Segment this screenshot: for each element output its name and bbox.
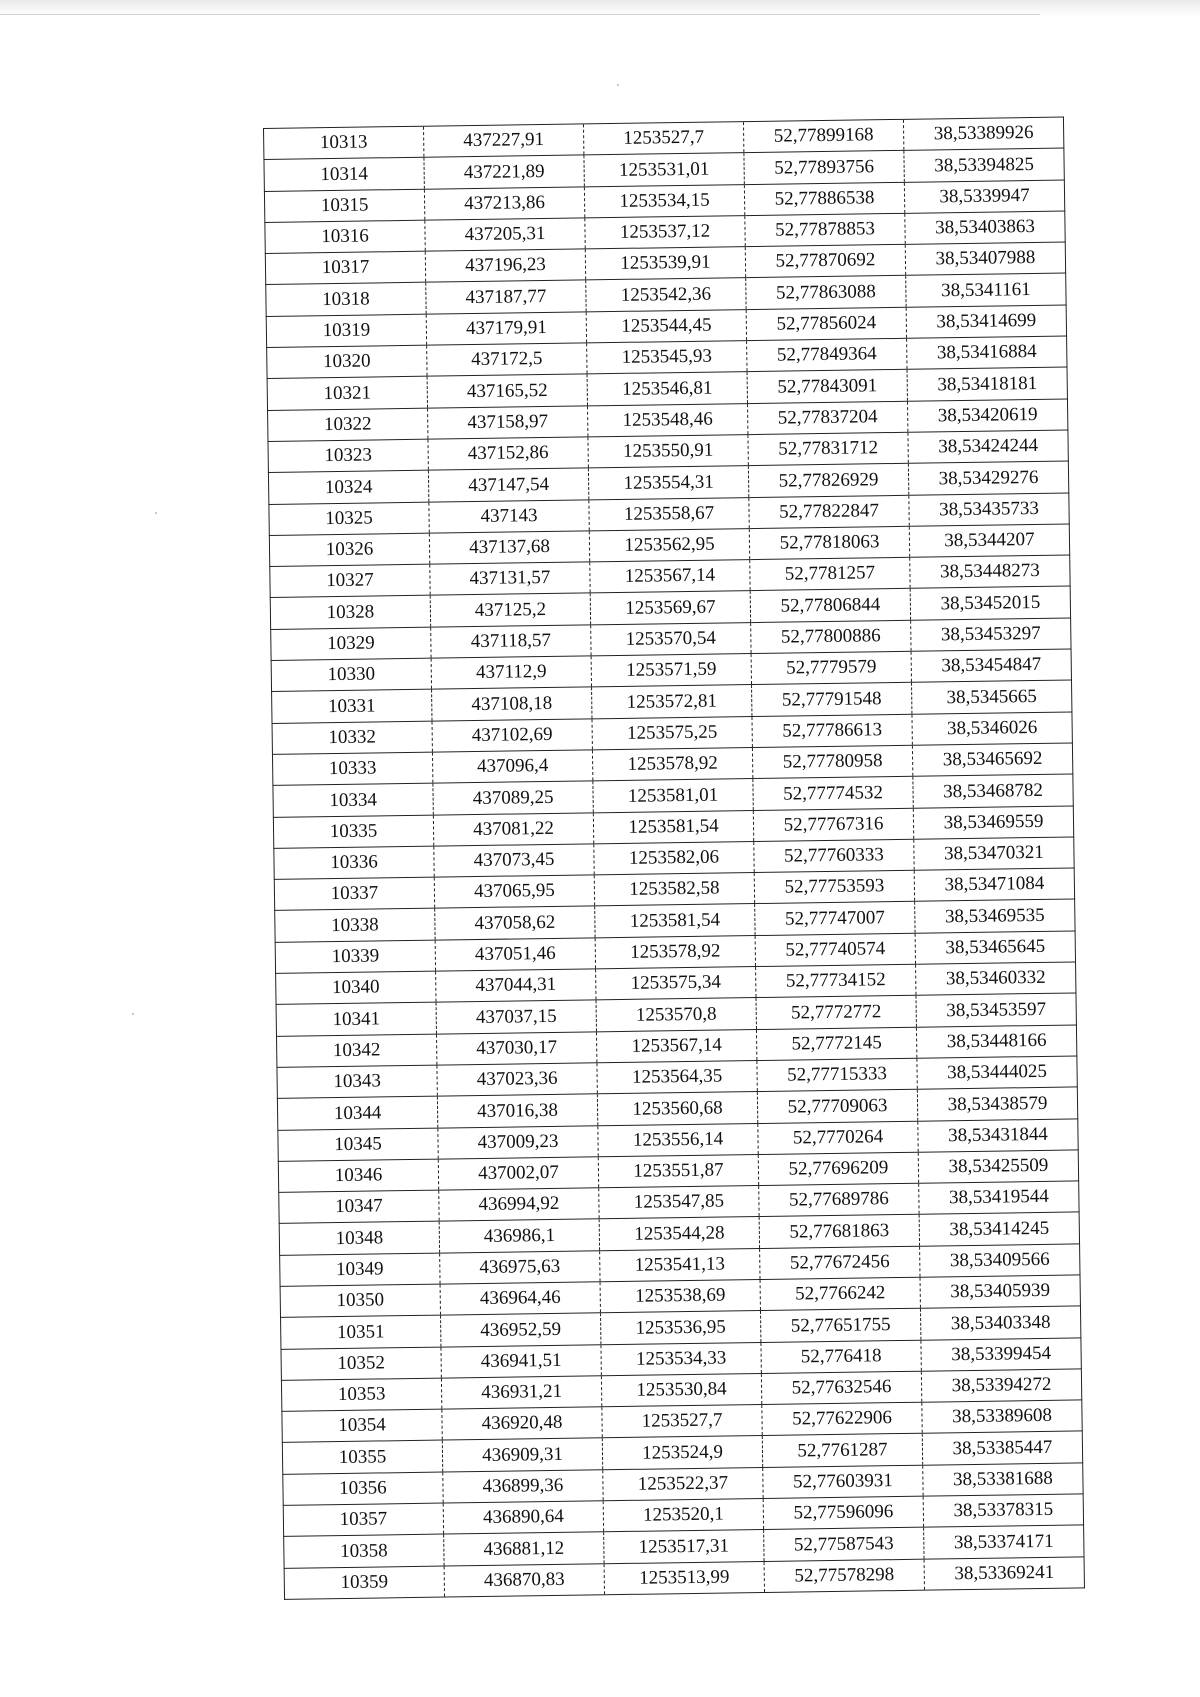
x-coordinate-cell: 437044,31: [436, 969, 596, 1003]
y-coordinate-cell: 1253581,54: [593, 810, 753, 844]
point-number-cell: 10346: [278, 1159, 438, 1193]
latitude-cell: 52,77822847: [749, 495, 909, 529]
longitude-cell: 38,53389608: [922, 1400, 1082, 1434]
longitude-cell: 38,53470321: [914, 837, 1074, 871]
y-coordinate-cell: 1253551,87: [598, 1154, 758, 1188]
longitude-cell: 38,53438579: [917, 1087, 1077, 1121]
y-coordinate-cell: 1253578,92: [595, 935, 755, 969]
y-coordinate-cell: 1253524,9: [602, 1436, 762, 1470]
latitude-cell: 52,77886538: [744, 182, 904, 216]
point-number-cell: 10325: [269, 502, 429, 536]
y-coordinate-cell: 1253556,14: [598, 1123, 758, 1157]
x-coordinate-cell: 437152,86: [428, 437, 588, 471]
point-number-cell: 10321: [267, 377, 427, 411]
longitude-cell: 38,5346026: [912, 712, 1072, 746]
latitude-cell: 52,77843091: [747, 370, 907, 404]
latitude-cell: 52,77893756: [744, 151, 904, 185]
y-coordinate-cell: 1253562,95: [589, 528, 749, 562]
point-number-cell: 10337: [274, 877, 434, 911]
latitude-cell: 52,77747007: [755, 902, 915, 936]
x-coordinate-cell: 436870,83: [444, 1563, 604, 1597]
y-coordinate-cell: 1253534,15: [584, 184, 744, 218]
x-coordinate-cell: 437137,68: [429, 531, 589, 565]
point-number-cell: 10350: [280, 1284, 440, 1318]
point-number-cell: 10314: [264, 157, 424, 191]
point-number-cell: 10358: [284, 1534, 444, 1568]
scan-speck: [132, 1013, 134, 1015]
longitude-cell: 38,53468782: [913, 774, 1073, 808]
latitude-cell: 52,77849364: [747, 338, 907, 372]
latitude-cell: 52,77715333: [757, 1058, 917, 1092]
latitude-cell: 52,77856024: [746, 307, 906, 341]
latitude-cell: 52,77791548: [752, 683, 912, 717]
x-coordinate-cell: 437051,46: [435, 938, 595, 972]
x-coordinate-cell: 437147,54: [428, 468, 588, 502]
y-coordinate-cell: 1253545,93: [587, 341, 747, 375]
longitude-cell: 38,53431844: [918, 1118, 1078, 1152]
x-coordinate-cell: 437037,15: [436, 1000, 596, 1034]
longitude-cell: 38,53435733: [909, 493, 1069, 527]
longitude-cell: 38,5344207: [909, 524, 1069, 558]
latitude-cell: 52,77863088: [746, 276, 906, 310]
latitude-cell: 52,77734152: [756, 964, 916, 998]
x-coordinate-cell: 437065,95: [434, 875, 594, 909]
coordinate-table: [263, 117, 1085, 1600]
point-number-cell: 10349: [280, 1253, 440, 1287]
latitude-cell: 52,7772145: [756, 1027, 916, 1061]
y-coordinate-cell: 1253578,92: [592, 747, 752, 781]
y-coordinate-cell: 1253531,01: [584, 153, 744, 187]
latitude-cell: 52,77767316: [753, 808, 913, 842]
point-number-cell: 10324: [268, 470, 428, 504]
x-coordinate-cell: 437143: [429, 499, 589, 533]
x-coordinate-cell: 436881,12: [444, 1532, 604, 1566]
point-number-cell: 10327: [270, 564, 430, 598]
y-coordinate-cell: 1253546,81: [587, 372, 747, 406]
y-coordinate-cell: 1253536,95: [600, 1311, 760, 1345]
longitude-cell: 38,53444025: [917, 1056, 1077, 1090]
latitude-cell: 52,77806844: [750, 589, 910, 623]
x-coordinate-cell: 437009,23: [438, 1125, 598, 1159]
x-coordinate-cell: 437158,97: [428, 406, 588, 440]
y-coordinate-cell: 1253527,7: [602, 1405, 762, 1439]
y-coordinate-cell: 1253572,81: [592, 685, 752, 719]
longitude-cell: 38,53389926: [903, 117, 1063, 151]
x-coordinate-cell: 437213,86: [424, 187, 584, 221]
longitude-cell: 38,53453597: [916, 993, 1076, 1027]
latitude-cell: 52,77760333: [754, 839, 914, 873]
x-coordinate-cell: 437016,38: [437, 1094, 597, 1128]
scan-artifact-line: [0, 14, 1040, 15]
y-coordinate-cell: 1253522,37: [603, 1467, 763, 1501]
y-coordinate-cell: 1253530,84: [601, 1373, 761, 1407]
latitude-cell: 52,77603931: [763, 1465, 923, 1499]
x-coordinate-cell: 437196,23: [425, 249, 585, 283]
latitude-cell: 52,77786613: [752, 714, 912, 748]
longitude-cell: 38,53394825: [904, 148, 1064, 182]
latitude-cell: 52,77681863: [759, 1215, 919, 1249]
longitude-cell: 38,53419544: [919, 1181, 1079, 1215]
latitude-cell: 52,7781257: [750, 557, 910, 591]
x-coordinate-cell: 437125,2: [430, 593, 590, 627]
longitude-cell: 38,53414699: [906, 305, 1066, 339]
point-number-cell: 10320: [267, 345, 427, 379]
point-number-cell: 10331: [272, 689, 432, 723]
longitude-cell: 38,5339947: [904, 180, 1064, 214]
y-coordinate-cell: 1253554,31: [588, 466, 748, 500]
x-coordinate-cell: 437187,77: [426, 280, 586, 314]
longitude-cell: 38,5341161: [906, 274, 1066, 308]
latitude-cell: 52,77818063: [749, 526, 909, 560]
point-number-cell: 10353: [281, 1378, 441, 1412]
latitude-cell: 52,77672456: [760, 1246, 920, 1280]
longitude-cell: 38,53429276: [908, 461, 1068, 495]
y-coordinate-cell: 1253571,59: [591, 654, 751, 688]
point-number-cell: 10334: [273, 783, 433, 817]
point-number-cell: 10344: [277, 1096, 437, 1130]
point-number-cell: 10340: [276, 971, 436, 1005]
x-coordinate-cell: 436986,1: [439, 1219, 599, 1253]
longitude-cell: 38,53407988: [905, 242, 1065, 276]
y-coordinate-cell: 1253517,31: [604, 1530, 764, 1564]
x-coordinate-cell: 436941,51: [441, 1344, 601, 1378]
y-coordinate-cell: 1253539,91: [585, 247, 745, 281]
latitude-cell: 52,77622906: [762, 1402, 922, 1436]
point-number-cell: 10333: [272, 752, 432, 786]
x-coordinate-cell: 437096,4: [432, 750, 592, 784]
x-coordinate-cell: 437002,07: [438, 1157, 598, 1191]
latitude-cell: 52,77780958: [752, 745, 912, 779]
point-number-cell: 10335: [273, 815, 433, 849]
point-number-cell: 10313: [264, 126, 424, 160]
latitude-cell: 52,77800886: [751, 620, 911, 654]
point-number-cell: 10359: [284, 1566, 444, 1600]
point-number-cell: 10319: [266, 314, 426, 348]
x-coordinate-cell: 437073,45: [434, 844, 594, 878]
point-number-cell: 10356: [283, 1472, 443, 1506]
point-number-cell: 10330: [271, 658, 431, 692]
x-coordinate-cell: 437165,52: [427, 374, 587, 408]
y-coordinate-cell: 1253550,91: [588, 435, 748, 469]
latitude-cell: 52,776418: [761, 1340, 921, 1374]
latitude-cell: 52,77878853: [745, 213, 905, 247]
x-coordinate-cell: 437205,31: [425, 218, 585, 252]
scan-speck: [617, 84, 619, 86]
latitude-cell: 52,7772772: [756, 996, 916, 1030]
coordinate-table-body: [264, 117, 1085, 1599]
y-coordinate-cell: 1253537,12: [585, 216, 745, 250]
longitude-cell: 38,53471084: [914, 868, 1074, 902]
point-number-cell: 10338: [275, 909, 435, 943]
x-coordinate-cell: 437227,91: [423, 124, 583, 158]
x-coordinate-cell: 437102,69: [432, 718, 592, 752]
point-number-cell: 10315: [264, 189, 424, 223]
latitude-cell: 52,77696209: [758, 1152, 918, 1186]
longitude-cell: 38,53378315: [923, 1494, 1083, 1528]
longitude-cell: 38,53416884: [907, 336, 1067, 370]
point-number-cell: 10318: [266, 283, 426, 317]
longitude-cell: 38,53424244: [908, 430, 1068, 464]
y-coordinate-cell: 1253564,35: [597, 1060, 757, 1094]
scan-speck: [155, 512, 157, 514]
longitude-cell: 38,5345665: [912, 680, 1072, 714]
y-coordinate-cell: 1253570,54: [591, 622, 751, 656]
y-coordinate-cell: 1253581,01: [593, 779, 753, 813]
point-number-cell: 10345: [278, 1128, 438, 1162]
latitude-cell: 52,77831712: [748, 432, 908, 466]
latitude-cell: 52,77870692: [745, 245, 905, 279]
x-coordinate-cell: 436952,59: [441, 1313, 601, 1347]
point-number-cell: 10329: [271, 627, 431, 661]
y-coordinate-cell: 1253575,25: [592, 716, 752, 750]
x-coordinate-cell: 436964,46: [440, 1282, 600, 1316]
latitude-cell: 52,77899168: [743, 119, 903, 153]
longitude-cell: 38,53420619: [907, 399, 1067, 433]
point-number-cell: 10317: [265, 251, 425, 285]
longitude-cell: 38,53414245: [919, 1212, 1079, 1246]
x-coordinate-cell: 437112,9: [431, 656, 591, 690]
longitude-cell: 38,53381688: [923, 1463, 1083, 1497]
y-coordinate-cell: 1253569,67: [590, 591, 750, 625]
x-coordinate-cell: 436909,31: [442, 1438, 602, 1472]
latitude-cell: 52,77774532: [753, 777, 913, 811]
longitude-cell: 38,53418181: [907, 367, 1067, 401]
y-coordinate-cell: 1253544,28: [599, 1217, 759, 1251]
x-coordinate-cell: 437221,89: [424, 155, 584, 189]
point-number-cell: 10323: [268, 439, 428, 473]
x-coordinate-cell: 436931,21: [441, 1376, 601, 1410]
y-coordinate-cell: 1253582,06: [594, 841, 754, 875]
latitude-cell: 52,77740574: [755, 933, 915, 967]
point-number-cell: 10326: [269, 533, 429, 567]
longitude-cell: 38,53465645: [915, 931, 1075, 965]
y-coordinate-cell: 1253538,69: [600, 1279, 760, 1313]
longitude-cell: 38,53448166: [916, 1025, 1076, 1059]
y-coordinate-cell: 1253544,45: [586, 309, 746, 343]
latitude-cell: 52,77826929: [748, 464, 908, 498]
latitude-cell: 52,77578298: [764, 1559, 924, 1593]
longitude-cell: 38,53385447: [922, 1431, 1082, 1465]
point-number-cell: 10347: [279, 1190, 439, 1224]
longitude-cell: 38,53448273: [910, 555, 1070, 589]
latitude-cell: 52,77753593: [754, 870, 914, 904]
latitude-cell: 52,77837204: [747, 401, 907, 435]
longitude-cell: 38,53409566: [920, 1244, 1080, 1278]
longitude-cell: 38,53469535: [915, 899, 1075, 933]
longitude-cell: 38,53452015: [910, 586, 1070, 620]
longitude-cell: 38,53405939: [920, 1275, 1080, 1309]
longitude-cell: 38,53399454: [921, 1337, 1081, 1371]
y-coordinate-cell: 1253582,58: [594, 873, 754, 907]
longitude-cell: 38,53369241: [924, 1557, 1084, 1591]
point-number-cell: 10322: [268, 408, 428, 442]
point-number-cell: 10336: [274, 846, 434, 880]
y-coordinate-cell: 1253548,46: [588, 403, 748, 437]
x-coordinate-cell: 436975,63: [440, 1250, 600, 1284]
longitude-cell: 38,53454847: [911, 649, 1071, 683]
x-coordinate-cell: 436890,64: [443, 1501, 603, 1535]
latitude-cell: 52,77689786: [759, 1183, 919, 1217]
x-coordinate-cell: 437058,62: [435, 906, 595, 940]
y-coordinate-cell: 1253520,1: [603, 1499, 763, 1533]
latitude-cell: 52,77632546: [761, 1371, 921, 1405]
latitude-cell: 52,77596096: [763, 1496, 923, 1530]
x-coordinate-cell: 437108,18: [432, 687, 592, 721]
coordinate-sheet: [263, 117, 1084, 1600]
x-coordinate-cell: 437089,25: [433, 781, 593, 815]
x-coordinate-cell: 437081,22: [433, 812, 593, 846]
latitude-cell: 52,77709063: [757, 1089, 917, 1123]
point-number-cell: 10339: [275, 940, 435, 974]
longitude-cell: 38,53374171: [924, 1525, 1084, 1559]
y-coordinate-cell: 1253547,85: [599, 1186, 759, 1220]
y-coordinate-cell: 1253567,14: [596, 1029, 756, 1063]
point-number-cell: 10357: [283, 1503, 443, 1537]
y-coordinate-cell: 1253558,67: [589, 497, 749, 531]
longitude-cell: 38,53403863: [905, 211, 1065, 245]
y-coordinate-cell: 1253542,36: [586, 278, 746, 312]
point-number-cell: 10343: [277, 1065, 437, 1099]
longitude-cell: 38,53453297: [911, 618, 1071, 652]
x-coordinate-cell: 437131,57: [430, 562, 590, 596]
y-coordinate-cell: 1253513,99: [604, 1561, 764, 1595]
x-coordinate-cell: 436920,48: [442, 1407, 602, 1441]
point-number-cell: 10332: [272, 721, 432, 755]
longitude-cell: 38,53460332: [916, 962, 1076, 996]
point-number-cell: 10355: [282, 1441, 442, 1475]
x-coordinate-cell: 437172,5: [427, 343, 587, 377]
longitude-cell: 38,53465692: [912, 743, 1072, 777]
x-coordinate-cell: 436994,92: [439, 1188, 599, 1222]
point-number-cell: 10342: [276, 1034, 436, 1068]
latitude-cell: 52,77651755: [760, 1308, 920, 1342]
y-coordinate-cell: 1253570,8: [596, 998, 756, 1032]
y-coordinate-cell: 1253575,34: [596, 967, 756, 1001]
y-coordinate-cell: 1253581,54: [595, 904, 755, 938]
point-number-cell: 10341: [276, 1002, 436, 1036]
point-number-cell: 10348: [279, 1221, 439, 1255]
y-coordinate-cell: 1253527,7: [583, 122, 743, 156]
longitude-cell: 38,53469559: [913, 806, 1073, 840]
y-coordinate-cell: 1253541,13: [600, 1248, 760, 1282]
x-coordinate-cell: 437023,36: [437, 1063, 597, 1097]
x-coordinate-cell: 436899,36: [443, 1470, 603, 1504]
y-coordinate-cell: 1253534,33: [601, 1342, 761, 1376]
point-number-cell: 10328: [270, 596, 430, 630]
latitude-cell: 52,7779579: [751, 651, 911, 685]
x-coordinate-cell: 437118,57: [431, 625, 591, 659]
latitude-cell: 52,77587543: [764, 1528, 924, 1562]
y-coordinate-cell: 1253560,68: [597, 1092, 757, 1126]
longitude-cell: 38,53394272: [921, 1369, 1081, 1403]
latitude-cell: 52,7770264: [758, 1121, 918, 1155]
latitude-cell: 52,7761287: [762, 1434, 922, 1468]
x-coordinate-cell: 437179,91: [426, 312, 586, 346]
longitude-cell: 38,53425509: [918, 1150, 1078, 1184]
latitude-cell: 52,7766242: [760, 1277, 920, 1311]
y-coordinate-cell: 1253567,14: [590, 560, 750, 594]
point-number-cell: 10351: [281, 1315, 441, 1349]
point-number-cell: 10316: [265, 220, 425, 254]
longitude-cell: 38,53403348: [920, 1306, 1080, 1340]
point-number-cell: 10354: [282, 1409, 442, 1443]
point-number-cell: 10352: [281, 1347, 441, 1381]
x-coordinate-cell: 437030,17: [436, 1031, 596, 1065]
